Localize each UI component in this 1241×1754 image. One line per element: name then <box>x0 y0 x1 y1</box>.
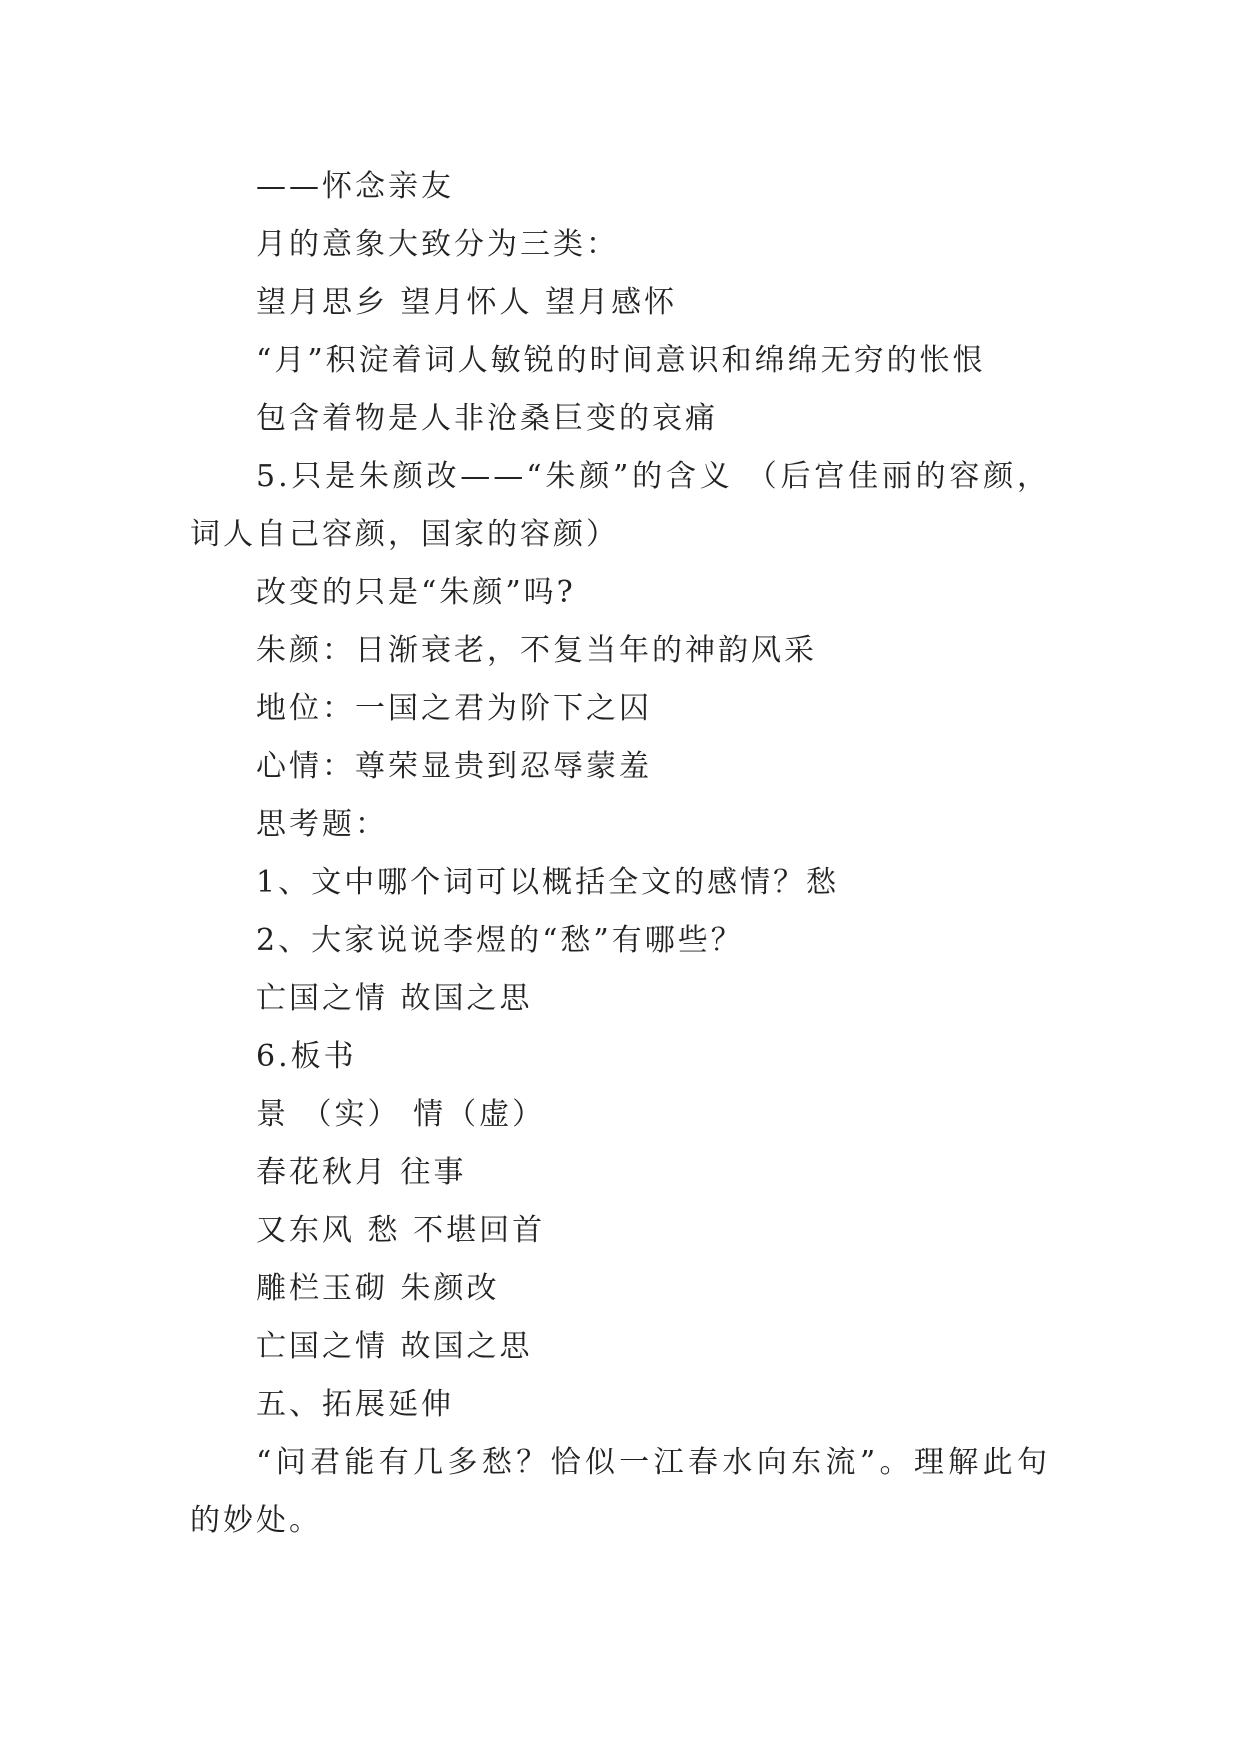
paragraph-scene-emotion: 景 （实） 情（虚） <box>256 1097 546 1132</box>
paragraph-carved-railings: 雕栏玉砌 朱颜改 <box>256 1271 500 1306</box>
paragraph-question-zhuyan: 改变的只是“朱颜”吗? <box>256 575 576 610</box>
paragraph-vicissitudes: 包含着物是人非沧桑巨变的哀痛 <box>256 401 718 436</box>
paragraph-zhuyan-aging: 朱颜：日渐衰老，不复当年的神韵风采 <box>256 633 817 668</box>
document-body <box>190 158 1050 1550</box>
paragraph-item-6-blackboard: 6.板书 <box>256 1039 357 1074</box>
paragraph-thinking-questions: 思考题： <box>256 807 388 842</box>
paragraph-spring-flowers: 春花秋月 往事 <box>256 1155 467 1190</box>
paragraph-answer-2: 亡国之情 故国之思 <box>256 981 533 1016</box>
paragraph-question-2: 2、大家说说李煜的“愁”有哪些？ <box>256 923 744 958</box>
paragraph-section-5-extension: 五、拓展延伸 <box>256 1387 454 1422</box>
paragraph-extension-question: “问君能有几多愁？恰似一江春水向东流”。理解此句的妙处。 <box>190 1445 1050 1538</box>
paragraph-longing-for-friends: ——怀念亲友 <box>256 169 454 204</box>
paragraph-question-1: 1、文中哪个词可以概括全文的感情？愁 <box>256 865 840 900</box>
paragraph-status: 地位：一国之君为阶下之囚 <box>256 691 652 726</box>
paragraph-east-wind: 又东风 愁 不堪回首 <box>256 1213 546 1248</box>
paragraph-moon-time-awareness: “月”积淀着词人敏锐的时间意识和绵绵无穷的怅恨 <box>256 343 986 378</box>
paragraph-mood: 心情：尊荣显贵到忍辱蒙羞 <box>256 749 652 784</box>
paragraph-moon-imagery-categories: 月的意象大致分为三类： <box>256 227 619 262</box>
paragraph-item-5-zhuyan: 5.只是朱颜改——“朱颜”的含义 （后宫佳丽的容颜，词人自己容颜，国家的容颜） <box>190 459 1050 552</box>
paragraph-moon-themes: 望月思乡 望月怀人 望月感怀 <box>256 285 678 320</box>
paragraph-lost-kingdom: 亡国之情 故国之思 <box>256 1329 533 1364</box>
